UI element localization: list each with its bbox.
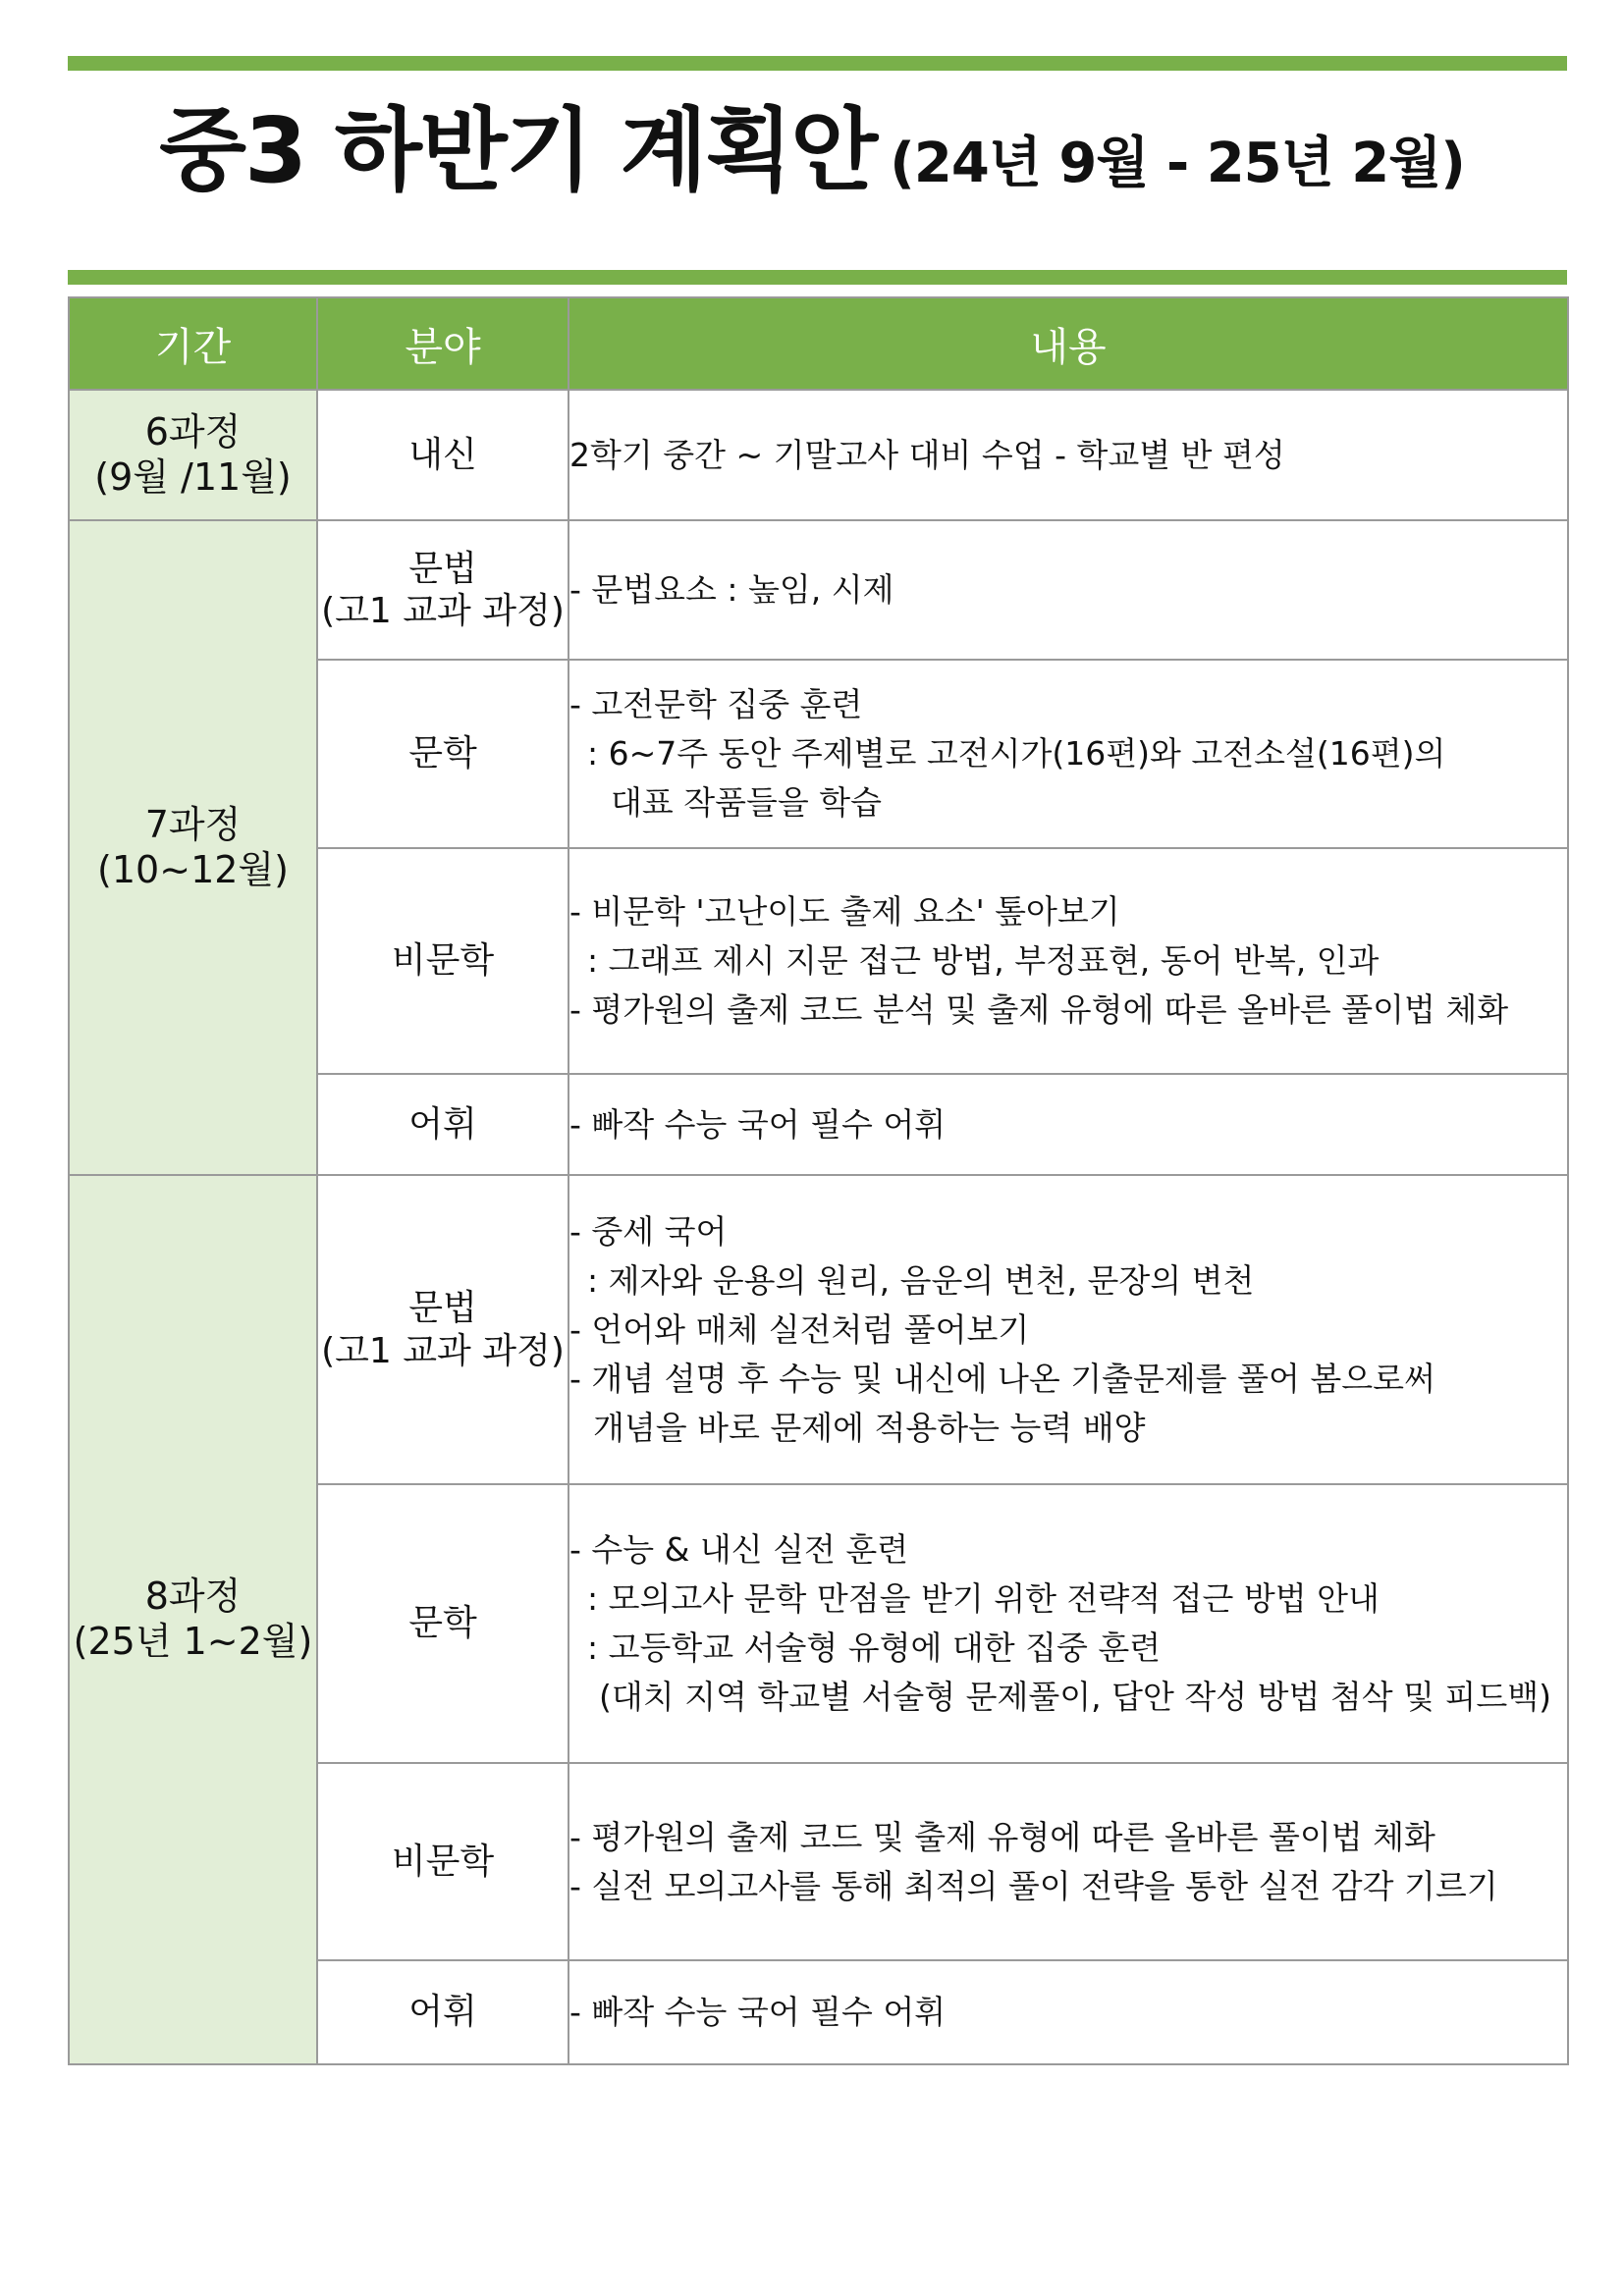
content-line: - 평가원의 출제 코드 분석 및 출제 유형에 따른 올바른 풀이법 체화 — [569, 990, 1509, 1029]
field-cell — [317, 1960, 568, 2064]
content-cell — [568, 1484, 1568, 1763]
field-label: 어휘 — [408, 1992, 477, 2033]
content-cell — [568, 848, 1568, 1074]
period-cell-8 — [69, 1175, 317, 2064]
content-line: - 수능 & 내신 실전 훈련 — [569, 1530, 909, 1569]
content-cell — [568, 1960, 1568, 2064]
header-row — [69, 297, 1568, 390]
period-cell-7 — [69, 520, 317, 1175]
period-range: (25년 1~2월) — [73, 1620, 313, 1663]
field-sublabel: (고1 교과 과정) — [321, 1330, 565, 1371]
field-label: 문학 — [408, 1603, 477, 1644]
field-label: 내신 — [408, 434, 477, 475]
content-cell — [568, 1175, 1568, 1484]
content-line: 2학기 중간 ~ 기말고사 대비 수업 - 학교별 반 편성 — [569, 435, 1285, 474]
content-line: : 모의고사 문학 만점을 받기 위한 전략적 접근 방법 안내 — [587, 1579, 1380, 1618]
field-label: 문학 — [408, 733, 477, 774]
field-cell — [317, 660, 568, 848]
title-main: 중3 하반기 계획안 — [159, 98, 877, 203]
period-name: 8과정 — [144, 1575, 242, 1619]
content-line: - 빠작 수능 국어 필수 어휘 — [569, 1104, 947, 1144]
field-cell — [317, 390, 568, 520]
content-line: : 6~7주 동안 주제별로 고전시가(16편)와 고전소설(16편)의 — [587, 734, 1446, 773]
field-cell — [317, 1763, 568, 1960]
content-line: 개념을 바로 문제에 적용하는 능력 배양 — [593, 1408, 1146, 1447]
period-cell-6 — [69, 390, 317, 520]
title-underline — [68, 270, 1567, 285]
field-cell — [317, 1484, 568, 1763]
content-line: - 문법요소 : 높임, 시제 — [569, 570, 894, 609]
period-name: 6과정 — [144, 409, 242, 454]
top-divider — [68, 56, 1567, 71]
field-cell — [317, 1175, 568, 1484]
content-line: - 중세 국어 — [569, 1211, 728, 1251]
table-row — [69, 390, 1568, 520]
content-line: - 비문학 '고난이도 출제 요소' 톺아보기 — [569, 892, 1120, 931]
field-label: 비문학 — [391, 1841, 495, 1882]
content-line: (대치 지역 학교별 서술형 문제풀이, 답안 작성 방법 첨삭 및 피드백) — [599, 1678, 1551, 1716]
field-label: 문법 — [408, 1288, 477, 1329]
content-cell — [568, 520, 1568, 660]
title-period: (24년 9월 - 25년 2월) — [890, 132, 1465, 195]
plan-table — [68, 296, 1569, 2065]
period-range: (9월 /11월) — [94, 454, 292, 499]
content-line: - 평가원의 출제 코드 및 출제 유형에 따른 올바른 풀이법 체화 — [569, 1817, 1435, 1856]
content-line: - 고전문학 집중 훈련 — [569, 685, 863, 723]
table-row — [69, 1175, 1568, 1484]
period-name: 7과정 — [144, 802, 242, 846]
content-line: - 개념 설명 후 수능 및 내신에 나온 기출문제를 풀어 봄으로써 — [569, 1359, 1435, 1398]
header-field: 분야 — [317, 297, 568, 390]
content-line: : 제자와 운용의 원리, 음운의 변천, 문장의 변천 — [587, 1260, 1255, 1300]
content-line: - 실전 모의고사를 통해 최적의 풀이 전략을 통한 실전 감각 기르기 — [569, 1866, 1498, 1905]
content-cell — [568, 390, 1568, 520]
field-cell — [317, 848, 568, 1074]
content-cell — [568, 1074, 1568, 1175]
field-cell — [317, 520, 568, 660]
content-line: 대표 작품들을 학습 — [611, 783, 883, 822]
period-range: (10~12월) — [97, 847, 289, 891]
field-label: 어휘 — [408, 1103, 477, 1145]
field-cell — [317, 1074, 568, 1175]
field-label: 문법 — [408, 548, 477, 589]
field-sublabel: (고1 교과 과정) — [321, 591, 565, 631]
field-label: 비문학 — [391, 940, 495, 982]
table-row — [69, 520, 1568, 660]
page-title — [0, 98, 1624, 203]
content-line: - 언어와 매체 실전처럼 풀어보기 — [569, 1309, 1030, 1349]
content-line: : 그래프 제시 지문 접근 방법, 부정표현, 동어 반복, 인과 — [587, 941, 1380, 980]
content-line: - 빠작 수능 국어 필수 어휘 — [569, 1993, 947, 2031]
content-line: : 고등학교 서술형 유형에 대한 집중 훈련 — [587, 1629, 1162, 1667]
content-cell — [568, 660, 1568, 848]
content-cell — [568, 1763, 1568, 1960]
header-period: 기간 — [69, 297, 317, 390]
header-content: 내용 — [568, 297, 1568, 390]
